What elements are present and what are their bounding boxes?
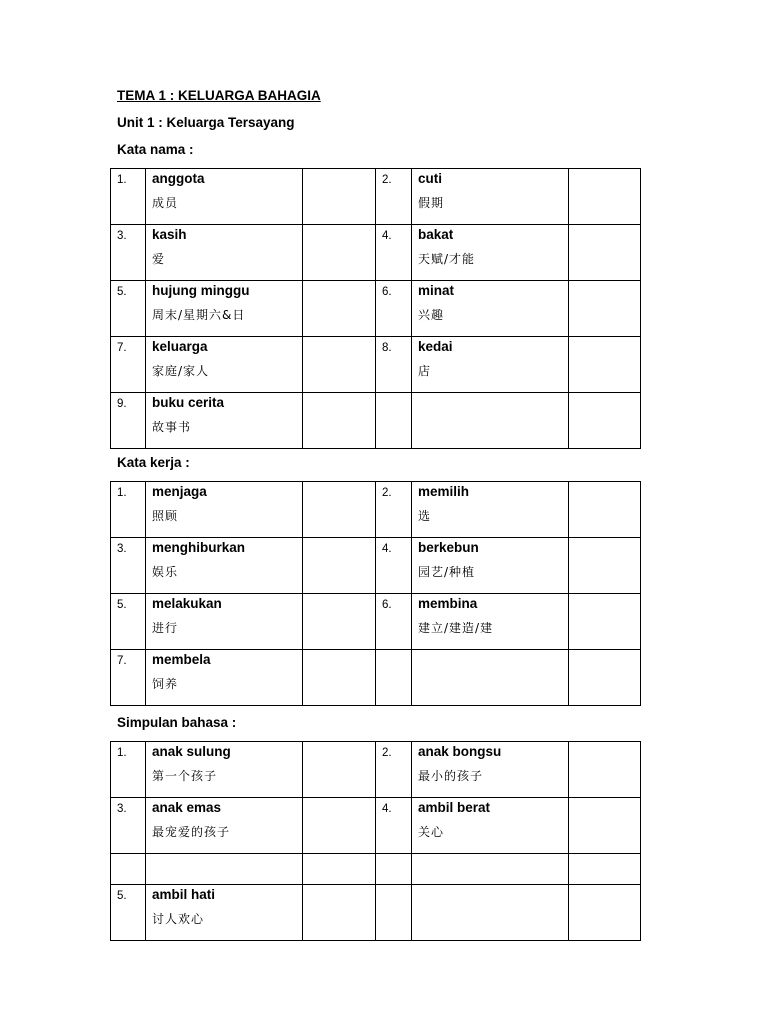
malay-word: ambil hati [152, 887, 216, 902]
vocab-cell [412, 854, 569, 885]
chinese-meaning: 选 [418, 509, 432, 523]
item-number [376, 885, 412, 941]
chinese-meaning: 娱乐 [152, 565, 179, 579]
chinese-meaning: 最宠爱的孩子 [152, 825, 231, 839]
answer-cell [303, 337, 376, 393]
malay-word: bakat [418, 227, 454, 242]
item-number: 1. [111, 482, 146, 538]
table-row [111, 169, 641, 225]
item-number: 2. [376, 742, 412, 798]
unit-title: Unit 1 : Keluarga Tersayang [117, 115, 295, 130]
item-number: 6. [376, 594, 412, 650]
vocab-cell [146, 854, 303, 885]
answer-cell [303, 169, 376, 225]
malay-word: menjaga [152, 484, 207, 499]
malay-word: menghiburkan [152, 540, 246, 555]
vocab-cell [412, 650, 569, 706]
vocab-table-kata-nama [110, 168, 641, 449]
vocab-cell [412, 169, 569, 225]
item-number: 7. [111, 337, 146, 393]
item-number [376, 393, 412, 449]
table-row [111, 742, 641, 798]
item-number: 9. [111, 393, 146, 449]
malay-word: berkebun [418, 540, 479, 555]
answer-cell [303, 594, 376, 650]
table-row [111, 594, 641, 650]
vocab-cell [412, 281, 569, 337]
table-row [111, 885, 641, 941]
chinese-meaning: 假期 [418, 196, 445, 210]
vocab-cell [146, 650, 303, 706]
answer-cell [569, 885, 641, 941]
item-number: 7. [111, 650, 146, 706]
section-title-kata-nama: Kata nama : [117, 142, 194, 157]
chinese-meaning: 家庭/家人 [152, 364, 210, 378]
vocab-cell [412, 594, 569, 650]
chinese-meaning: 讨人欢心 [152, 912, 205, 926]
vocab-cell [146, 281, 303, 337]
malay-word: membela [152, 652, 211, 667]
answer-cell [303, 742, 376, 798]
vocab-cell [146, 885, 303, 941]
chinese-meaning: 最小的孩子 [418, 769, 484, 783]
vocab-cell [412, 885, 569, 941]
answer-cell [303, 538, 376, 594]
chinese-meaning: 兴趣 [418, 308, 445, 322]
item-number: 4. [376, 225, 412, 281]
table-row [111, 225, 641, 281]
vocab-cell [146, 169, 303, 225]
item-number: 3. [111, 225, 146, 281]
vocab-cell [412, 742, 569, 798]
malay-word: memilih [418, 484, 470, 499]
answer-cell [303, 798, 376, 854]
vocab-cell [146, 482, 303, 538]
item-number [376, 650, 412, 706]
vocab-cell [146, 798, 303, 854]
answer-cell [569, 337, 641, 393]
malay-word: keluarga [152, 339, 208, 354]
item-number: 1. [111, 742, 146, 798]
item-number: 2. [376, 482, 412, 538]
chinese-meaning: 进行 [152, 621, 179, 635]
chinese-meaning: 故事书 [152, 420, 192, 434]
item-number [376, 854, 412, 885]
chinese-meaning: 爱 [152, 252, 166, 266]
vocab-cell [412, 393, 569, 449]
item-number: 3. [111, 538, 146, 594]
answer-cell [569, 281, 641, 337]
theme-title: TEMA 1 : KELUARGA BAHAGIA [117, 88, 321, 103]
vocab-cell [412, 538, 569, 594]
chinese-meaning: 关心 [418, 825, 445, 839]
chinese-meaning: 照顾 [152, 509, 179, 523]
table-row [111, 650, 641, 706]
answer-cell [569, 225, 641, 281]
chinese-meaning: 周末/星期六&日 [152, 308, 246, 322]
vocab-cell [146, 225, 303, 281]
answer-cell [303, 225, 376, 281]
item-number: 4. [376, 538, 412, 594]
vocab-table-simpulan-bahasa [110, 741, 641, 941]
section-title-simpulan-bahasa: Simpulan bahasa : [117, 715, 237, 730]
answer-cell [569, 169, 641, 225]
chinese-meaning: 园艺/种植 [418, 565, 476, 579]
vocab-cell [412, 337, 569, 393]
answer-cell [303, 650, 376, 706]
section-title-kata-kerja: Kata kerja : [117, 455, 190, 470]
item-number: 8. [376, 337, 412, 393]
item-number: 4. [376, 798, 412, 854]
vocab-cell [146, 742, 303, 798]
table-row [111, 482, 641, 538]
answer-cell [569, 650, 641, 706]
answer-cell [569, 742, 641, 798]
malay-word: buku cerita [152, 395, 225, 410]
item-number: 2. [376, 169, 412, 225]
malay-word: anak bongsu [418, 744, 502, 759]
malay-word: ambil berat [418, 800, 491, 815]
table-row [111, 393, 641, 449]
chinese-meaning: 饲养 [152, 677, 179, 691]
table-row [111, 281, 641, 337]
item-number: 5. [111, 594, 146, 650]
table-row [111, 854, 641, 885]
answer-cell [569, 594, 641, 650]
answer-cell [303, 854, 376, 885]
malay-word: anak emas [152, 800, 222, 815]
item-number: 3. [111, 798, 146, 854]
answer-cell [569, 482, 641, 538]
chinese-meaning: 第一个孩子 [152, 769, 218, 783]
chinese-meaning: 店 [418, 364, 432, 378]
vocab-cell [146, 538, 303, 594]
answer-cell [569, 854, 641, 885]
answer-cell [569, 798, 641, 854]
item-number: 5. [111, 281, 146, 337]
item-number: 5. [111, 885, 146, 941]
vocab-cell [146, 594, 303, 650]
table-row [111, 337, 641, 393]
answer-cell [569, 393, 641, 449]
table-row [111, 538, 641, 594]
item-number: 6. [376, 281, 412, 337]
malay-word: cuti [418, 171, 443, 186]
malay-word: kedai [418, 339, 453, 354]
malay-word: membina [418, 596, 478, 611]
vocab-cell [412, 225, 569, 281]
answer-cell [303, 281, 376, 337]
chinese-meaning: 天赋/才能 [418, 252, 476, 266]
malay-word: minat [418, 283, 455, 298]
answer-cell [303, 885, 376, 941]
vocab-cell [146, 337, 303, 393]
malay-word: melakukan [152, 596, 222, 611]
answer-cell [303, 393, 376, 449]
chinese-meaning: 成员 [152, 196, 179, 210]
malay-word: kasih [152, 227, 187, 242]
vocab-cell [412, 798, 569, 854]
item-number: 1. [111, 169, 146, 225]
vocab-cell [146, 393, 303, 449]
table-row [111, 798, 641, 854]
malay-word: anggota [152, 171, 205, 186]
chinese-meaning: 建立/建造/建 [418, 621, 494, 635]
item-number [111, 854, 146, 885]
vocab-cell [412, 482, 569, 538]
answer-cell [569, 538, 641, 594]
malay-word: anak sulung [152, 744, 231, 759]
malay-word: hujung minggu [152, 283, 250, 298]
answer-cell [303, 482, 376, 538]
vocab-table-kata-kerja [110, 481, 641, 706]
